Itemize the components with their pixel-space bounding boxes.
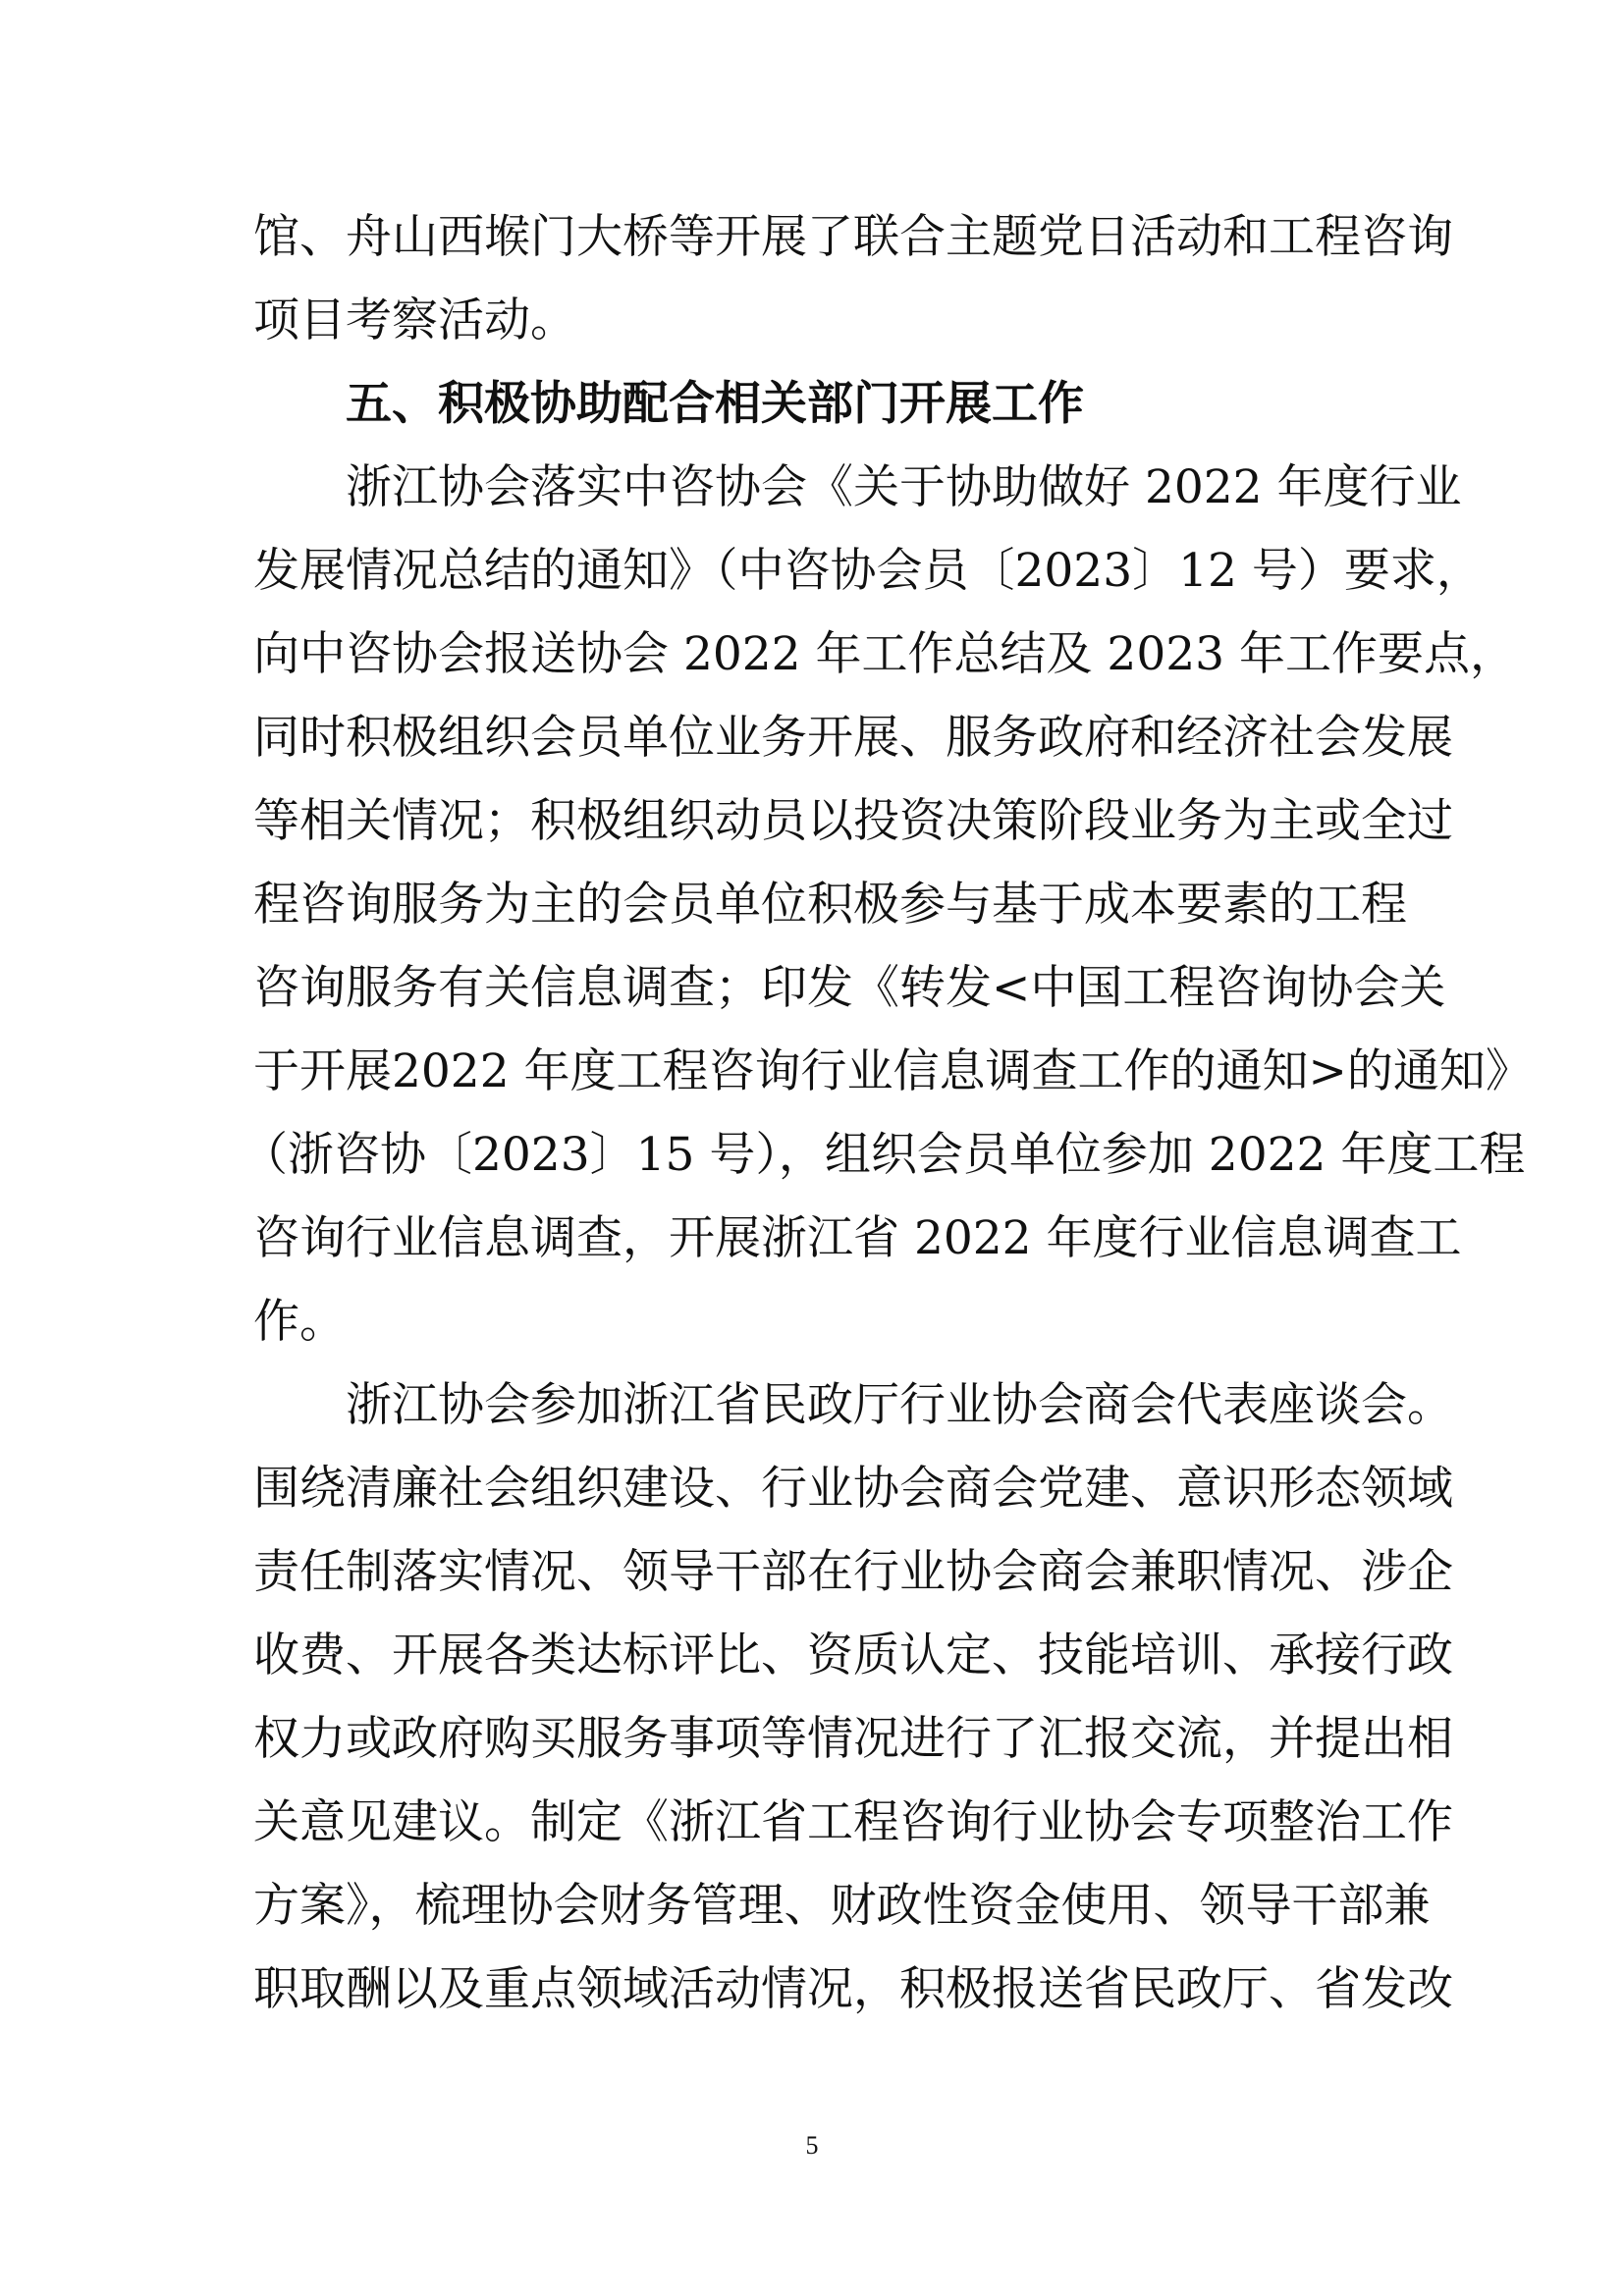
paragraph-2-line-1: 浙江协会落实中咨协会《关于协助做好 2022 年度行业 (346, 460, 1462, 514)
paragraph-3-line-7: 方案》，梳理协会财务管理、财政性资金使用、领导干部兼 (253, 1879, 1431, 1933)
paragraph-3-line-1: 浙江协会参加浙江省民政厅行业协会商会代表座谈会。 (346, 1378, 1453, 1432)
paragraph-3-line-3: 责任制落实情况、领导干部在行业协会商会兼职情况、涉企 (253, 1545, 1453, 1599)
paragraph-2-line-2: 发展情况总结的通知》（中咨协会员〔2023〕12 号）要求， (253, 544, 1483, 598)
paragraph-2-line-3: 向中咨协会报送协会 2022 年工作总结及 2023 年工作要点， (253, 627, 1516, 681)
paragraph-2-line-10: 咨询行业信息调查，开展浙江省 2022 年度行业信息调查工 (253, 1211, 1462, 1265)
paragraph-3-line-6: 关意见建议。制定《浙江省工程咨询行业协会专项整治工作 (253, 1795, 1453, 1849)
paragraph-3-line-5: 权力或政府购买服务事项等情况进行了汇报交流，并提出相 (253, 1712, 1453, 1766)
page-number: 5 (805, 2131, 819, 2160)
paragraph-3-line-2: 围绕清廉社会组织建设、行业协会商会党建、意识形态领域 (253, 1462, 1453, 1516)
paragraph-1-line-2: 项目考察活动。 (253, 294, 576, 347)
paragraph-2-line-5: 等相关情况；积极组织动员以投资决策阶段业务为主或全过 (253, 794, 1453, 848)
paragraph-2-line-9: （浙咨协〔2023〕15 号），组织会员单位参加 2022 年度工程 (242, 1128, 1526, 1182)
paragraph-2-line-11: 作。 (253, 1295, 346, 1349)
paragraph-2-line-7: 咨询服务有关信息调查；印发《转发<中国工程咨询协会关 (253, 961, 1446, 1015)
paragraph-2-line-6: 程咨询服务为主的会员单位积极参与基于成本要素的工程 (253, 878, 1407, 932)
paragraph-1-line-1: 馆、舟山西堠门大桥等开展了联合主题党日活动和工程咨询 (253, 210, 1453, 264)
paragraph-2-line-8: 于开展2022 年度工程咨询行业信息调查工作的通知>的通知》 (253, 1044, 1532, 1098)
paragraph-3-line-8: 职取酬以及重点领域活动情况，积极报送省民政厅、省发改 (253, 1962, 1453, 2016)
section-heading: 五、积极协助配合相关部门开展工作 (346, 377, 1084, 431)
paragraph-3-line-4: 收费、开展各类达标评比、资质认定、技能培训、承接行政 (253, 1629, 1453, 1682)
paragraph-2-line-4: 同时积极组织会员单位业务开展、服务政府和经济社会发展 (253, 711, 1453, 765)
